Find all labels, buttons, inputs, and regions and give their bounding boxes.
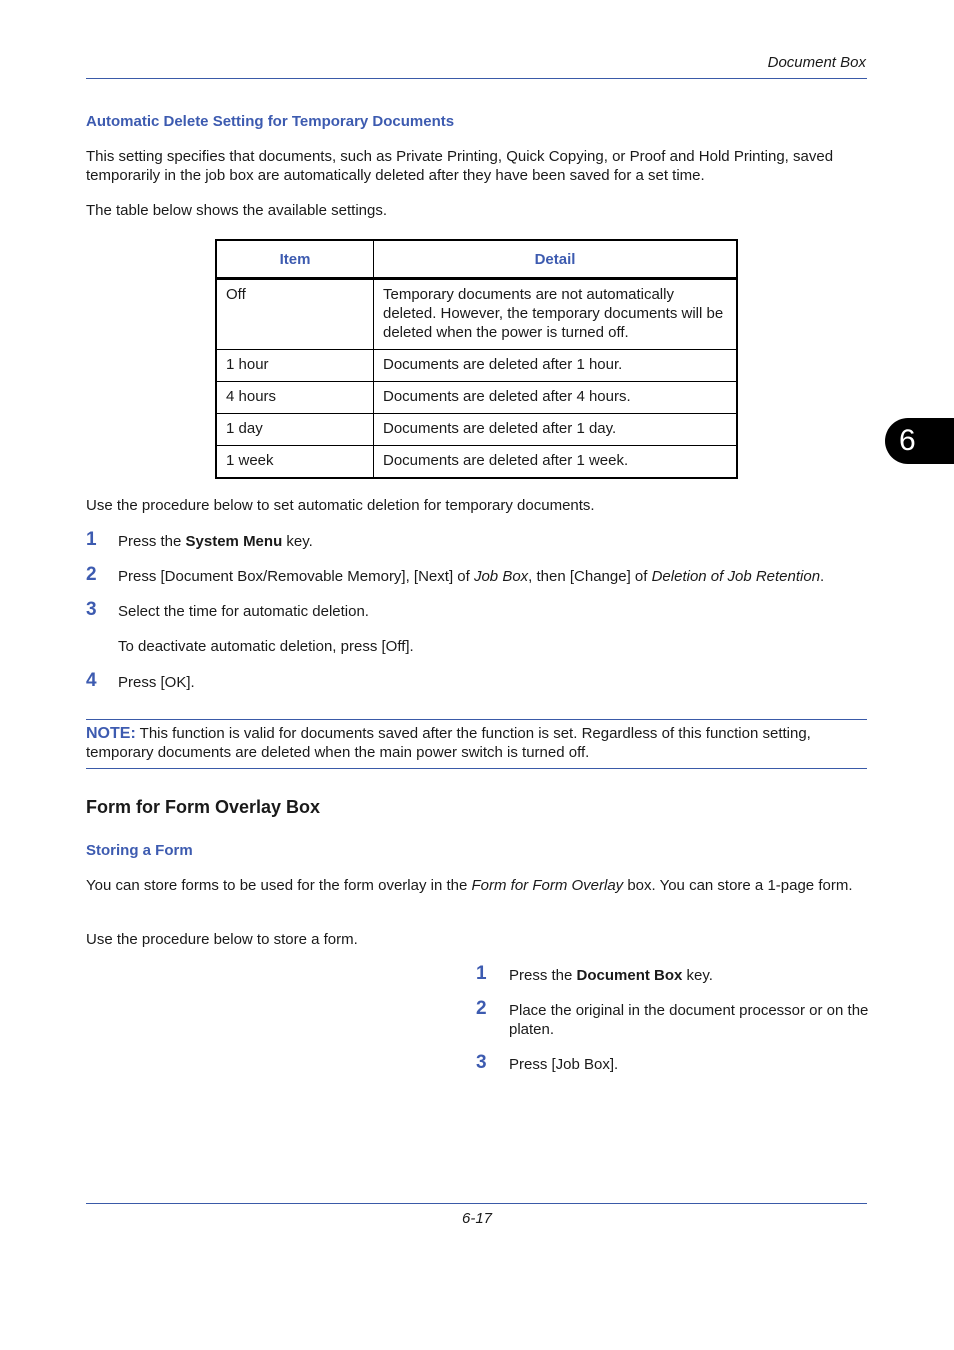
section-heading-auto-delete: Automatic Delete Setting for Temporary Documents	[86, 113, 455, 130]
header-title: Document Box	[767, 54, 866, 71]
form-intro: You can store forms to be used for the form overlay in the Form for Form Overlay box. You can store a 1-page form.	[86, 877, 853, 894]
table-cell-detail: Documents are deleted after 4 hours.	[374, 382, 738, 414]
note-text: This function is valid for documents saved after the function is set. Regardless of this function setting, temporary documents are deleted when the main power switch is turned off.	[86, 725, 811, 761]
table-row	[216, 350, 737, 382]
table-cell-item: 1 hour	[216, 350, 374, 382]
note-top-rule	[86, 719, 867, 720]
step-number: 1	[476, 963, 487, 984]
step-1-text: Press the System Menu key.	[118, 533, 313, 550]
step-number: 2	[86, 564, 97, 585]
step-number: 4	[86, 670, 97, 691]
table-cell-item: 1 week	[216, 446, 374, 479]
subheading-storing-form: Storing a Form	[86, 842, 193, 859]
form-step-2-text: Place the original in the document processor or on the platen.	[509, 1002, 869, 1038]
form-step-3-text: Press [Job Box].	[509, 1056, 619, 1073]
footer-rule	[86, 1203, 867, 1204]
step-number: 3	[86, 599, 97, 620]
table-cell-detail: Documents are deleted after 1 day.	[374, 414, 738, 446]
table-cell-item: 1 day	[216, 414, 374, 446]
form-step-1-text: Press the Document Box key.	[509, 967, 713, 984]
procedure-intro: Use the procedure below to set automatic deletion for temporary documents.	[86, 497, 595, 514]
document-box-key-label: Document Box	[576, 967, 683, 984]
table-row	[216, 414, 737, 446]
chapter-tab: 6	[885, 418, 954, 464]
intro-paragraph: This setting specifies that documents, such as Private Printing, Quick Copying, or Proof and Hold Printing, saved temporarily in the job box are automatically deleted after they have been saved for a set time.	[86, 148, 834, 184]
table-cell-detail: Documents are deleted after 1 hour.	[374, 350, 738, 382]
step-number: 1	[86, 529, 97, 550]
step-3-text: Select the time for automatic deletion.	[118, 603, 369, 620]
table-cell-detail: Documents are deleted after 1 week.	[374, 446, 738, 479]
table-cell-item: 4 hours	[216, 382, 374, 414]
header-rule	[86, 78, 867, 79]
table-row	[216, 279, 737, 350]
note-label: NOTE:	[86, 725, 136, 742]
note-box	[86, 724, 867, 762]
note-bottom-rule	[86, 768, 867, 769]
page-number: 6-17	[461, 1210, 493, 1227]
system-menu-key-label: System Menu	[185, 533, 283, 550]
step-3-subtext: To deactivate automatic deletion, press [Off].	[118, 638, 414, 655]
step-2-text: Press [Document Box/Removable Memory], [Next] of Job Box, then [Change] of Deletion of Job Retention.	[118, 568, 825, 585]
step-4-text: Press [OK].	[118, 674, 195, 691]
table-row	[216, 446, 737, 479]
step-number: 2	[476, 998, 487, 1019]
settings-table	[215, 239, 738, 479]
form-procedure-intro: Use the procedure below to store a form.	[86, 931, 358, 948]
step-number: 3	[476, 1052, 487, 1073]
table-header-detail: Detail	[374, 240, 738, 279]
table-header-row	[216, 240, 737, 279]
section-heading-form-overlay: Form for Form Overlay Box	[86, 797, 321, 817]
table-header-item: Item	[216, 240, 374, 279]
table-row	[216, 382, 737, 414]
table-cell-detail: Temporary documents are not automatically deleted. However, the temporary documents will be deleted when the power is turned off.	[374, 279, 738, 350]
table-cell-item: Off	[216, 279, 374, 350]
table-intro: The table below shows the available settings.	[86, 202, 388, 219]
